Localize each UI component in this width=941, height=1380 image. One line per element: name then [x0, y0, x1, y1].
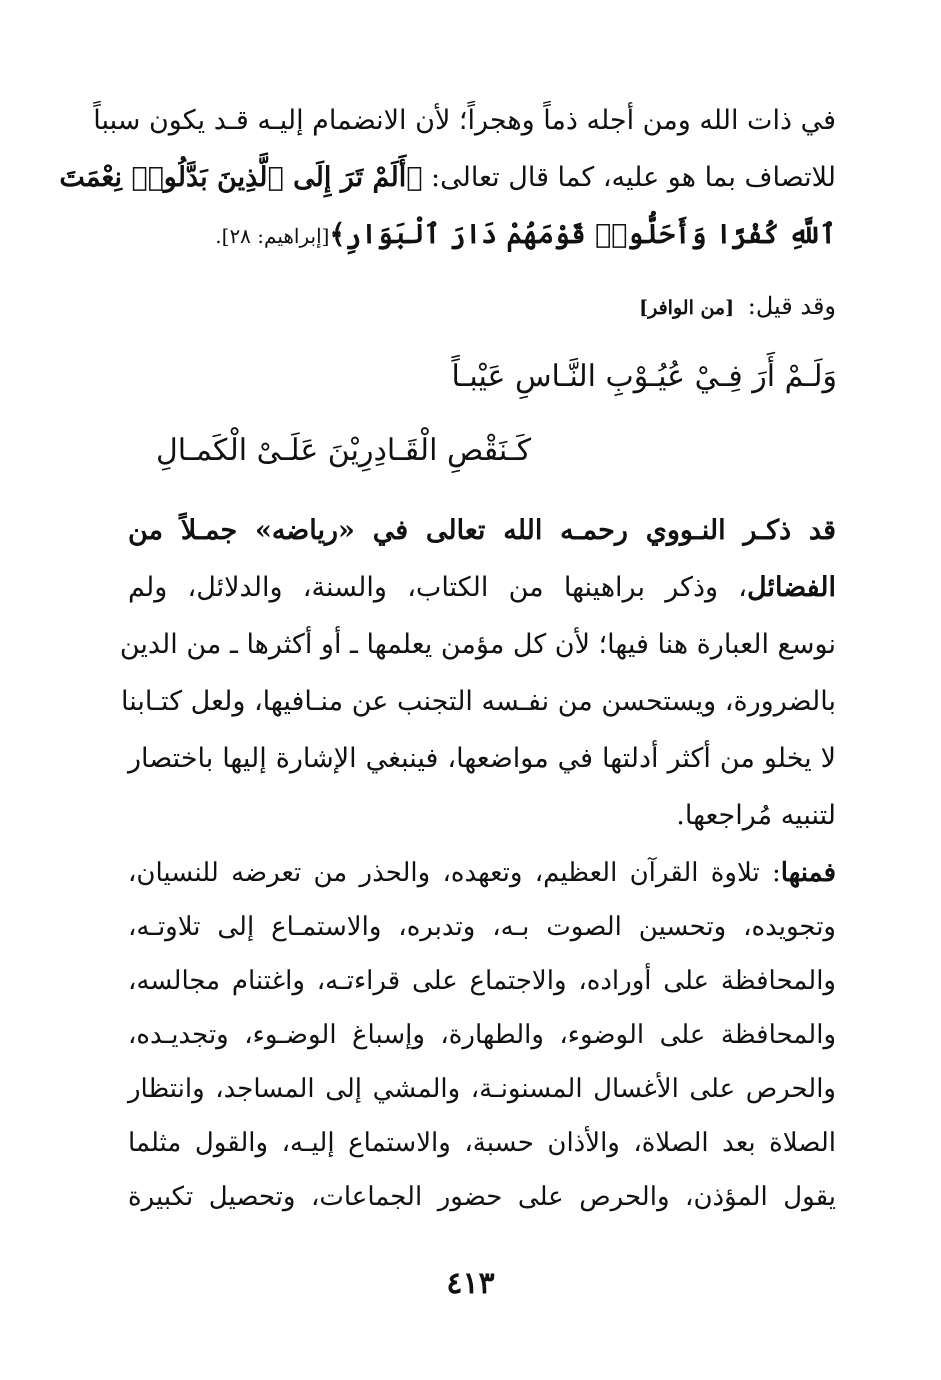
paragraph-virtues-list [128, 846, 836, 1224]
text-line: في ذات الله ومن أجله ذماً وهجراً؛ لأن الانضمام إليـه قـد يكون سبباً [93, 105, 836, 136]
quran-citation: [إبراهيم: ٢٨]. [215, 224, 330, 248]
text-line [128, 846, 836, 900]
text-line: والحرص على الأغسال المسنونـة، والمشي إلى المساجد، وانتظار [128, 1074, 836, 1104]
text-segment: : تلاوة القرآن العظيم، وتعهده، والحذر من تعرضه للنسيان، [128, 858, 781, 888]
bold-term: فمنها [780, 858, 836, 888]
intro-paragraph [59, 92, 836, 265]
poem-meter: [من الوافر] [639, 297, 735, 319]
paragraph-nawawi [119, 502, 836, 844]
quran-verse-part1: ﴿أَلَمْ تَرَ إِلَى ٱلَّذِينَ بَدَّلُوا۟ نِعْمَتَ [59, 162, 423, 193]
poem-intro-text: وقد قيل: [747, 292, 836, 320]
text-line [128, 559, 836, 616]
text-line [128, 206, 836, 265]
text-line: نوسع العبارة هنا فيها؛ لأن كل مؤمن يعلمها ـ أو أكثرها ـ من الدين [119, 629, 836, 660]
text-segment: ، وذكر براهينها من الكتاب، والسنة، والدلائل، ولم [128, 572, 747, 603]
text-line: يقول المؤذن، والحرص على حضور الجماعات، وتحصيل تكبيرة [128, 1182, 836, 1212]
text-segment: للاتصاف بما هو عليه، كما قال تعالى: [422, 162, 836, 193]
text-line: والمحافظة على الوضوء، والطهارة، وإسباغ الوضـوء، وتجديـده، [128, 1020, 836, 1050]
text-line: والمحافظة على أوراده، والاجتماع على قراءتـه، واغتنام مجالسه، [128, 966, 836, 996]
text-line: قد ذكـر النـووي رحمـه الله تعالى في «رياضه» جمـلاً من [128, 515, 836, 546]
poem-verse-first-hemistich: وَلَـمْ أَرَ فِـيْ عُيُـوْبِ النَّـاسِ عَيْبـاً [451, 359, 837, 394]
text-line: لتنبيه مُراجعها. [676, 800, 836, 831]
text-line: بالضرورة، ويستحسن من نفـسه التجنب عن منـافيها، ولعل كتـابنا [121, 686, 836, 717]
text-line [59, 149, 836, 206]
page-number: ٤١٣ [446, 1266, 495, 1301]
text-line: وتجويده، وتحسين الصوت بـه، وتدبره، والاستمـاع إلى تلاوتـه، [128, 912, 836, 942]
poem-verse-second-hemistich: كَـنَقْصِ الْقَـادِرِيْنَ عَلَـىْ الْكَمـالِ [155, 433, 531, 468]
bold-term: الفضائل [747, 572, 836, 603]
text-line: لا يخلو من أكثر أدلتها في مواضعها، فينبغي الإشارة إليها باختصار [128, 743, 836, 774]
text-line: الصلاة بعد الصلاة، والأذان حسبة، والاستماع إليـه، والقول مثلما [128, 1128, 836, 1158]
quran-verse-part2: ٱللَّهِ كُفْرًا وَأَحَلُّوا۟ قَوْمَهُمْ دَارَ ٱلْبَوَارِ﴾ [329, 219, 836, 250]
poem-intro [128, 286, 836, 328]
